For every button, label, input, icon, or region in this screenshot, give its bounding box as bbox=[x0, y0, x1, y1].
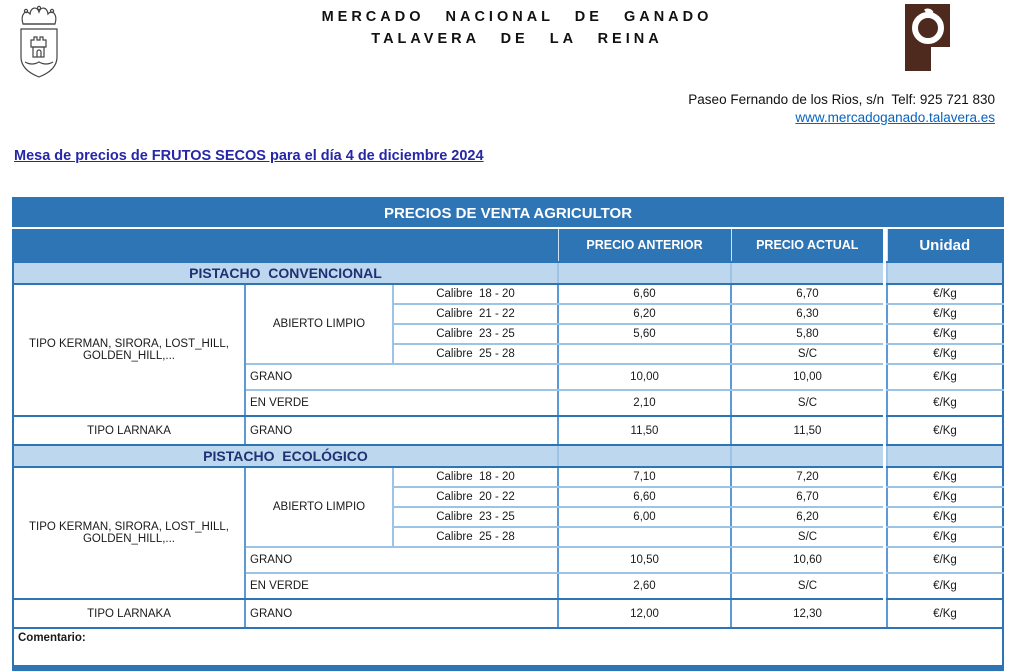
subtipo-cell: ABIERTO LIMPIO bbox=[245, 284, 393, 364]
org-title-block bbox=[252, 6, 782, 50]
section-fill-cell bbox=[731, 262, 883, 284]
producto-cell: GRANO bbox=[245, 364, 558, 390]
calibre-label-cell: Calibre 21 - 22 bbox=[393, 304, 558, 324]
precio-anterior-cell: 5,60 bbox=[558, 324, 731, 344]
producto-cell: EN VERDE bbox=[245, 573, 558, 599]
unidad-cell: €/Kg bbox=[887, 487, 1003, 507]
precio-actual-cell: 6,20 bbox=[731, 507, 883, 527]
org-name: MERCADO NACIONAL DE GANADO bbox=[321, 9, 713, 25]
unidad-cell: €/Kg bbox=[887, 547, 1003, 573]
calibre-label-cell: Calibre 23 - 25 bbox=[393, 507, 558, 527]
address-line: Paseo Fernando de los Rios, s/n Telf: 925 721 830 bbox=[688, 92, 995, 107]
col-header-unidad: Unidad bbox=[887, 228, 1003, 262]
precio-anterior-cell: 6,20 bbox=[558, 304, 731, 324]
unidad-cell: €/Kg bbox=[887, 527, 1003, 547]
precio-anterior-cell: 12,00 bbox=[558, 599, 731, 628]
unidad-cell: €/Kg bbox=[887, 390, 1003, 416]
brand-logo-icon bbox=[903, 4, 953, 74]
comentario-cell: Comentario: bbox=[13, 628, 1003, 668]
precio-actual-cell: 5,80 bbox=[731, 324, 883, 344]
section-header-ecologico: PISTACHO ECOLÓGICO bbox=[13, 445, 558, 467]
precio-anterior-cell: 2,10 bbox=[558, 390, 731, 416]
precio-actual-cell: 6,70 bbox=[731, 284, 883, 304]
producto-cell: GRANO bbox=[245, 547, 558, 573]
coat-of-arms-icon bbox=[13, 4, 67, 82]
calibre-label-cell: Calibre 18 - 20 bbox=[393, 467, 558, 487]
producto-cell: EN VERDE bbox=[245, 390, 558, 416]
unidad-cell: €/Kg bbox=[887, 324, 1003, 344]
calibre-label-cell: Calibre 25 - 28 bbox=[393, 527, 558, 547]
precio-actual-cell: S/C bbox=[731, 390, 883, 416]
calibre-label-cell: Calibre 23 - 25 bbox=[393, 324, 558, 344]
unidad-cell: €/Kg bbox=[887, 467, 1003, 487]
precio-anterior-cell bbox=[558, 527, 731, 547]
header-empty-cell bbox=[13, 228, 558, 262]
precio-actual-cell: S/C bbox=[731, 344, 883, 364]
precio-actual-cell: S/C bbox=[731, 527, 883, 547]
tipo-cell: TIPO KERMAN, SIRORA, LOST_HILL, GOLDEN_HILL,... bbox=[13, 467, 245, 599]
unidad-cell: €/Kg bbox=[887, 507, 1003, 527]
unidad-cell: €/Kg bbox=[887, 573, 1003, 599]
price-table bbox=[12, 197, 1004, 671]
section-fill-cell bbox=[558, 445, 731, 467]
col-header-precio-anterior: PRECIO ANTERIOR bbox=[558, 228, 731, 262]
precio-actual-cell: 10,00 bbox=[731, 364, 883, 390]
precio-anterior-cell bbox=[558, 344, 731, 364]
producto-cell: GRANO bbox=[245, 599, 558, 628]
precio-actual-cell: 7,20 bbox=[731, 467, 883, 487]
producto-cell: GRANO bbox=[245, 416, 558, 445]
precio-anterior-cell: 6,00 bbox=[558, 507, 731, 527]
website-link[interactable]: www.mercadoganado.talavera.es bbox=[795, 110, 995, 125]
section-fill-cell bbox=[887, 262, 1003, 284]
precio-anterior-cell: 6,60 bbox=[558, 284, 731, 304]
calibre-label-cell: Calibre 20 - 22 bbox=[393, 487, 558, 507]
precio-anterior-cell: 10,00 bbox=[558, 364, 731, 390]
precio-actual-cell: 11,50 bbox=[731, 416, 883, 445]
precio-actual-cell: 12,30 bbox=[731, 599, 883, 628]
tipo-cell: TIPO KERMAN, SIRORA, LOST_HILL, GOLDEN_HILL,... bbox=[13, 284, 245, 416]
precio-anterior-cell: 7,10 bbox=[558, 467, 731, 487]
document-title: Mesa de precios de FRUTOS SECOS para el día 4 de diciembre 2024 bbox=[14, 148, 484, 164]
calibre-label-cell: Calibre 18 - 20 bbox=[393, 284, 558, 304]
tipo-cell: TIPO LARNAKA bbox=[13, 416, 245, 445]
precio-actual-cell: 6,30 bbox=[731, 304, 883, 324]
unidad-cell: €/Kg bbox=[887, 304, 1003, 324]
precio-anterior-cell: 2,60 bbox=[558, 573, 731, 599]
unidad-cell: €/Kg bbox=[887, 599, 1003, 628]
precio-anterior-cell: 10,50 bbox=[558, 547, 731, 573]
contact-block bbox=[688, 91, 995, 127]
col-header-precio-actual: PRECIO ACTUAL bbox=[731, 228, 883, 262]
org-city: TALAVERA DE LA REINA bbox=[371, 31, 663, 47]
section-header-convencional: PISTACHO CONVENCIONAL bbox=[13, 262, 558, 284]
precio-anterior-cell: 11,50 bbox=[558, 416, 731, 445]
precio-anterior-cell: 6,60 bbox=[558, 487, 731, 507]
table-title: PRECIOS DE VENTA AGRICULTOR bbox=[13, 198, 1003, 228]
section-fill-cell bbox=[887, 445, 1003, 467]
subtipo-cell: ABIERTO LIMPIO bbox=[245, 467, 393, 547]
precio-actual-cell: 10,60 bbox=[731, 547, 883, 573]
calibre-label-cell: Calibre 25 - 28 bbox=[393, 344, 558, 364]
tipo-cell: TIPO LARNAKA bbox=[13, 599, 245, 628]
section-fill-cell bbox=[731, 445, 883, 467]
unidad-cell: €/Kg bbox=[887, 284, 1003, 304]
section-fill-cell bbox=[558, 262, 731, 284]
unidad-cell: €/Kg bbox=[887, 344, 1003, 364]
precio-actual-cell: S/C bbox=[731, 573, 883, 599]
precio-actual-cell: 6,70 bbox=[731, 487, 883, 507]
unidad-cell: €/Kg bbox=[887, 364, 1003, 390]
unidad-cell: €/Kg bbox=[887, 416, 1003, 445]
